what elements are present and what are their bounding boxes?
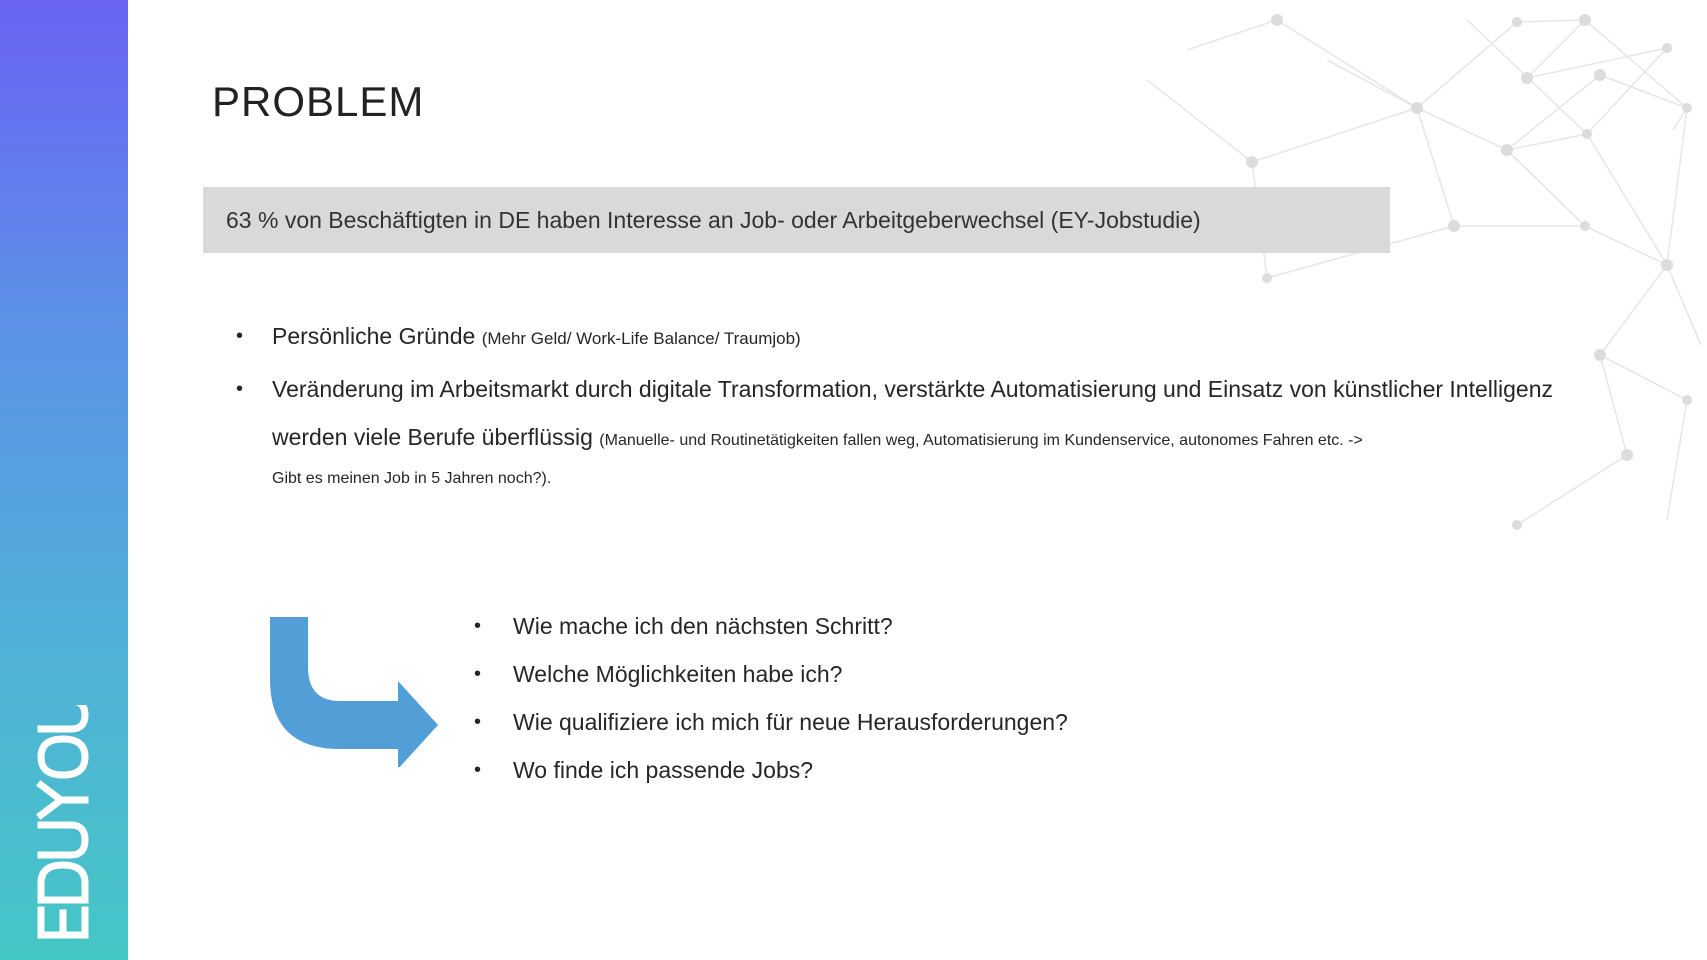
list-item-detail: (Mehr Geld/ Work-Life Balance/ Traumjob) bbox=[481, 329, 801, 348]
question-text: Welche Möglichkeiten habe ich? bbox=[513, 661, 843, 687]
statistic-banner bbox=[203, 187, 1390, 253]
page-title: PROBLEM bbox=[212, 78, 425, 125]
list-item bbox=[236, 318, 1616, 357]
question-item bbox=[474, 706, 1068, 754]
bullet-glyph: • bbox=[474, 711, 482, 733]
bullet-glyph: • bbox=[474, 663, 482, 685]
brand-sidebar bbox=[0, 0, 128, 960]
question-text: Wie mache ich den nächsten Schritt? bbox=[513, 613, 893, 639]
question-item bbox=[474, 754, 1068, 802]
eduyou-logo bbox=[33, 705, 93, 941]
question-text: Wo finde ich passende Jobs? bbox=[513, 757, 814, 783]
question-item bbox=[474, 610, 1068, 658]
bullet-glyph: • bbox=[474, 759, 482, 781]
question-item bbox=[474, 658, 1068, 706]
statistic-text: 63 % von Beschäftigten in DE haben Interesse an Job- oder Arbeitgeberwechsel (EY-Jobstudie) bbox=[226, 206, 1201, 233]
list-item-detail: (Manuelle- und Routinetätigkeiten fallen weg, Automatisierung im Kundenservice, autonomes Fahren etc. -> bbox=[599, 432, 1363, 449]
curved-arrow-icon bbox=[270, 617, 438, 767]
question-text: Wie qualifiziere ich mich für neue Herausforderungen? bbox=[513, 709, 1068, 735]
list-item-main: Persönliche Gründe bbox=[272, 323, 476, 349]
bullet-glyph: • bbox=[236, 378, 244, 400]
bullet-glyph: • bbox=[474, 615, 482, 637]
list-item bbox=[236, 365, 1616, 493]
list-item-main: Veränderung im Arbeitsmarkt durch digitale Transformation, verstärkte Automatisierung und Einsatz von künstlicher Intelligenz werden viele Berufe überflüssig bbox=[272, 376, 1553, 450]
bullet-glyph: • bbox=[236, 325, 244, 347]
questions-list bbox=[474, 610, 1068, 802]
list-item-detail-continued: Gibt es meinen Job in 5 Jahren noch?). bbox=[272, 470, 552, 487]
reasons-list bbox=[236, 318, 1616, 493]
